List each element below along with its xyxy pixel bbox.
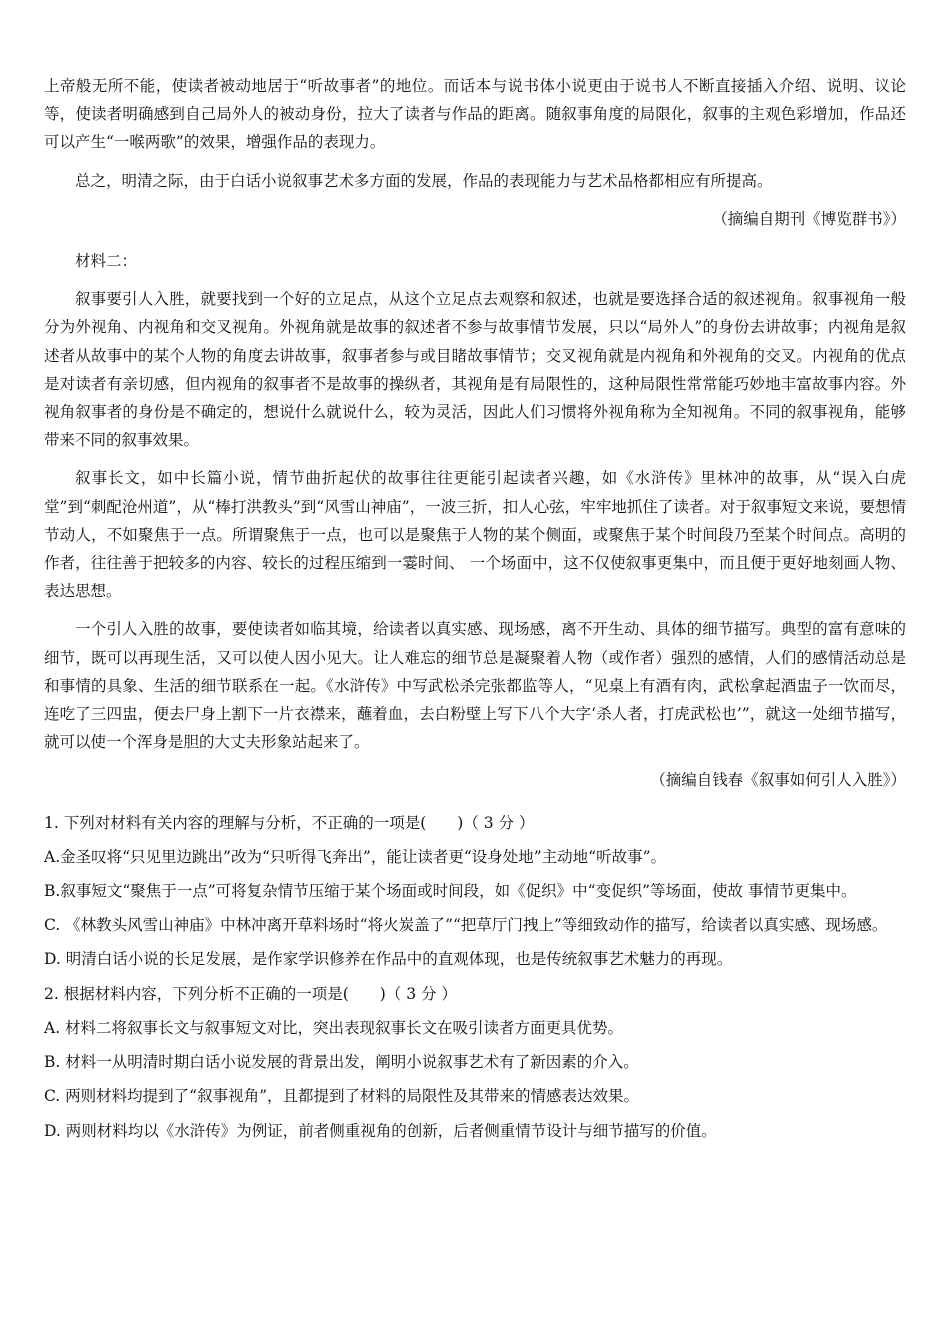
material1-tail-paragraph: 上帝般无所不能，使读者被动地居于“听故事者”的地位。而话本与说书体小说更由于说书人不断直接插入介绍、说明、议论等，使读者明确感到自己局外人的被动身份，拉大了读者与作品的距离。随叙事角度的局限化，叙事的主观色彩增加，作品还可以产生“一喉两歌”的效果，增强作品的表现力。 xyxy=(44,77,906,152)
material2-paragraph: 叙事长文，如中长篇小说，情节曲折起伏的故事往往更能引起读者兴趣，如《水浒传》里林冲的故事，从“误入白虎堂”到“刺配沧州道”，从“棒打洪教头”到“风雪山神庙”，一波三折，扣人心弦，牢牢地抓住了读者。对于叙事短文来说，要想情节动人，不如聚焦于一点。所谓聚焦于一点，也可以是聚焦于人物的某个侧面，或聚焦于某个时间段乃至某个时间点。高明的作者，往往善于把较多的内容、较长的过程压缩到一霎时间、 一个场面中，这不仅使叙事更集中，而且便于更好地刻画人物、表达思想。 xyxy=(44,469,906,601)
material1-source: （摘编自期刊《博览群书》） xyxy=(712,209,906,228)
option-c: C. 《林教头风雪山神庙》中林冲离开草料场时“将火炭盖了”“把草厅门拽上”等细致动作的描写，给读者以真实感、现场感。 xyxy=(44,916,888,935)
material2-paragraph: 叙事要引人入胜，就要找到一个好的立足点，从这个立足点去观察和叙述，也就是要选择合适的叙述视角。叙事视角一般分为外视角、内视角和交叉视角。外视角就是故事的叙述者不参与故事情节发展，只以“局外人”的身份去讲故事；内视角是叙述者从故事中的某个人物的角度去讲故事，叙事者参与或目睹故事情节；交叉视角就是内视角和外视角的交叉。内视角的优点是对读者有亲切感，但内视角的叙事者不是故事的操纵者，其视角是有局限性的，这种局限性常常能巧妙地丰富故事内容。外视角叙事者的身份是不确定的，想说什么就说什么，较为灵活，因此人们习惯将外视角称为全知视角。不同的叙事视角，能够带来不同的叙事效果。 xyxy=(44,290,906,450)
option-b: B.叙事短文“聚焦于一点”可将复杂情节压缩于某个场面或时间段，如《促织》中“变促织”等场面，使故 事情节更集中。 xyxy=(44,882,857,901)
option-d: D. 两则材料均以《水浒传》为例证，前者侧重视角的创新，后者侧重情节设计与细节描写的价值。 xyxy=(44,1121,717,1140)
question-2 xyxy=(44,980,906,1145)
material1-conclusion: 总之，明清之际，由于白话小说叙事艺术多方面的发展，作品的表现能力与艺术品格都相应有所提高。 xyxy=(75,171,773,190)
material2-source: （摘编自钱春《叙事如何引人入胜》） xyxy=(650,771,906,790)
question-1 xyxy=(44,809,906,974)
option-c: C. 两则材料均提到了“叙事视角”，且都提到了材料的局限性及其带来的情感表达效果。 xyxy=(44,1087,640,1106)
question-stem: 1. 下列对材料有关内容的理解与分析，不正确的一项是( )（ 3 分 ） xyxy=(44,813,535,832)
option-a: A.金圣叹将“只见里边跳出”改为“只听得飞奔出”，能让读者更“设身处地”主动地“听故事”。 xyxy=(44,847,667,866)
material2-paragraph: 一个引人入胜的故事，要使读者如临其境，给读者以真实感、现场感，离不开生动、具体的细节描写。典型的富有意味的细节，既可以再现生活，又可以使人因小见大。让人难忘的细节总是凝聚着人物（或作者）强烈的感情，人们的感情活动总是和事情的具象、生活的细节联系在一起。《水浒传》中写武松杀完张都监等人，“见桌上有酒有肉，武松拿起酒盅子一饮而尽，连吃了三四盅，便去尸身上割下一片衣襟来，蘸着血，去白粉壁上写下八个大字‘杀人者，打虎武松也’”，就这一处细节描写，就可以使一个浑身是胆的大丈夫形象站起来了。 xyxy=(44,620,906,752)
document-page xyxy=(44,72,906,1151)
option-a: A. 材料二将叙事长文与叙事短文对比，突出表现叙事长文在吸引读者方面更具优势。 xyxy=(44,1018,624,1037)
material2-heading: 材料二： xyxy=(75,252,138,271)
option-b: B. 材料一从明清时期白话小说发展的背景出发，阐明小说叙事艺术有了新因素的介入。 xyxy=(44,1053,639,1072)
option-d: D. 明清白话小说的长足发展，是作家学识修养在作品中的直观体现，也是传统叙事艺术魅力的再现。 xyxy=(44,950,733,969)
question-stem: 2. 根据材料内容，下列分析不正确的一项是( )（ 3 分 ） xyxy=(44,984,457,1003)
